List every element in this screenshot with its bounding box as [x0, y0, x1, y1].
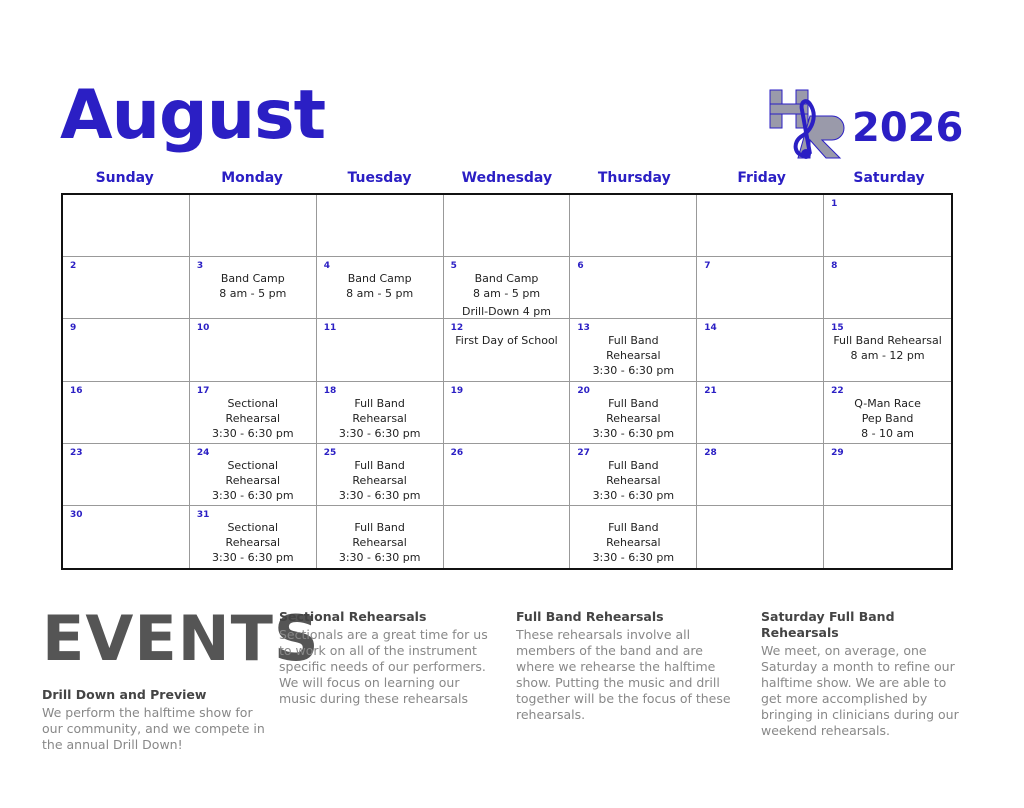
- event-line: 3:30 - 6:30 pm: [211, 550, 294, 564]
- calendar-day-cell: [824, 382, 951, 444]
- calendar-day-cell: [63, 382, 190, 444]
- day-number: 18: [323, 385, 337, 396]
- weekday-label: Saturday: [853, 170, 925, 186]
- weekday-label: Monday: [221, 170, 283, 186]
- day-number: 5: [450, 261, 457, 272]
- event-line: 8 - 10 am: [861, 426, 915, 440]
- day-number: 2: [70, 261, 77, 272]
- event-line: 3:30 - 6:30 pm: [592, 364, 675, 378]
- event-line: Rehearsal: [606, 411, 661, 425]
- sectional-section: [279, 609, 494, 707]
- day-number: 4: [323, 261, 330, 272]
- calendar-day-cell: [317, 506, 444, 568]
- sectional-body: Sectionals are a great time for us to work on all of the instrument specific needs of our performers. We will focus on learning our music during these rehearsals: [279, 627, 488, 706]
- day-event: [570, 396, 696, 441]
- drill-down-body: We perform the halftime show for our community, and we compete in the annual Drill Down!: [42, 705, 265, 752]
- band-logo: [766, 86, 856, 160]
- event-line: Rehearsal: [225, 473, 280, 487]
- saturday-section: [761, 609, 966, 739]
- event-line: 3:30 - 6:30 pm: [211, 426, 294, 440]
- day-event: [317, 520, 443, 565]
- day-number: 6: [577, 261, 584, 272]
- calendar-day-cell: [824, 444, 951, 506]
- event-line: Rehearsal: [606, 349, 661, 363]
- calendar-day-cell: [570, 382, 697, 444]
- day-number: 8: [831, 261, 838, 272]
- day-number: 14: [704, 323, 717, 334]
- day-event: [570, 333, 696, 378]
- saturday-heading: Saturday Full Band Rehearsals: [761, 609, 895, 640]
- event-line: 8 am - 5 pm: [346, 287, 414, 301]
- sectional-heading: Sectional Rehearsals: [279, 609, 427, 624]
- event-line: Full Band: [608, 520, 659, 534]
- calendar-day-cell: [697, 319, 824, 381]
- event-line: Full Band: [608, 334, 659, 348]
- day-number: 12: [450, 323, 464, 334]
- day-number: 3: [196, 261, 204, 272]
- day-event: [444, 333, 570, 348]
- weekday-label: Wednesday: [461, 170, 553, 186]
- month-title: August: [60, 76, 326, 155]
- day-number: 17: [196, 385, 210, 396]
- event-line: 8 am - 12 pm: [850, 349, 925, 363]
- event-line: First Day of School: [455, 334, 558, 348]
- event-line: Rehearsal: [352, 473, 407, 487]
- day-number: 21: [704, 385, 717, 396]
- calendar-day-cell: [570, 506, 697, 568]
- day-number: 9: [70, 323, 77, 334]
- calendar-day-cell: [317, 382, 444, 444]
- calendar-grid: [61, 193, 953, 570]
- event-line: 3:30 - 6:30 pm: [592, 488, 675, 502]
- calendar-day-cell: [317, 195, 444, 257]
- event-line: 8 am - 5 pm: [219, 287, 287, 301]
- calendar-day-cell: [570, 257, 697, 319]
- calendar-day-cell: [824, 319, 951, 381]
- day-event: [317, 271, 443, 301]
- day-event: [824, 333, 951, 363]
- calendar-day-cell: [697, 257, 824, 319]
- event-line: Rehearsal: [225, 411, 280, 425]
- calendar-day-cell: [444, 195, 571, 257]
- calendar-day-cell: [317, 319, 444, 381]
- event-line: Rehearsal: [606, 473, 661, 487]
- day-event: [570, 520, 696, 565]
- calendar-day-cell: [444, 506, 571, 568]
- saturday-body: We meet, on average, one Saturday a month to refine our halftime show. We are able to get more accomplished by bringing in clinicians during our weekend rehearsals.: [761, 643, 959, 738]
- calendar-day-cell: [824, 195, 951, 257]
- event-line: Band Camp: [220, 272, 285, 286]
- calendar-day-cell: [444, 444, 571, 506]
- weekday-label: Sunday: [95, 170, 154, 186]
- day-number: 13: [577, 323, 590, 334]
- calendar-day-cell: [63, 319, 190, 381]
- event-line: Rehearsal: [352, 535, 407, 549]
- day-event: [824, 396, 951, 441]
- day-number: 23: [70, 447, 83, 458]
- day-event: [190, 458, 316, 503]
- event-line: 3:30 - 6:30 pm: [338, 550, 421, 564]
- event-line: Full Band: [354, 396, 405, 410]
- full-band-section: [516, 609, 731, 723]
- calendar-day-cell: [570, 195, 697, 257]
- event-line: Pep Band: [861, 411, 914, 425]
- event-line: Drill-Down 4 pm: [461, 305, 551, 319]
- day-event: [190, 396, 316, 441]
- day-event: [190, 520, 316, 565]
- day-number: 31: [196, 509, 210, 520]
- event-line: Sectional: [227, 396, 279, 410]
- calendar-day-cell: [697, 506, 824, 568]
- day-number: 29: [831, 447, 844, 458]
- event-line: Rehearsal: [606, 535, 661, 549]
- calendar-day-cell: [190, 444, 317, 506]
- day-number: 10: [196, 323, 210, 334]
- calendar-day-cell: [824, 506, 951, 568]
- year-label: 2026: [852, 105, 964, 151]
- day-event: [317, 458, 443, 503]
- day-number: 20: [577, 385, 590, 396]
- day-number: 22: [831, 385, 844, 396]
- event-line: Band Camp: [474, 272, 539, 286]
- calendar-day-cell: [317, 257, 444, 319]
- day-event: [570, 458, 696, 503]
- event-line: Full Band: [608, 396, 659, 410]
- full-band-body: These rehearsals involve all members of the band and are where we rehearse the halftime show. Putting the music and drill together will be the focus of these rehearsals.: [516, 627, 731, 722]
- calendar-day-cell: [63, 195, 190, 257]
- calendar-day-cell: [570, 444, 697, 506]
- calendar-day-cell: [697, 382, 824, 444]
- calendar-day-cell: [190, 319, 317, 381]
- event-line: 3:30 - 6:30 pm: [338, 426, 421, 440]
- event-line: Sectional: [227, 458, 279, 472]
- calendar-day-cell: [190, 257, 317, 319]
- calendar-day-cell: [190, 382, 317, 444]
- day-number: 1: [831, 199, 838, 209]
- weekday-label: Thursday: [597, 170, 671, 186]
- calendar-day-cell: [444, 382, 571, 444]
- calendar-day-cell: [697, 195, 824, 257]
- calendar-day-cell: [190, 195, 317, 257]
- day-number: 24: [196, 447, 210, 458]
- drill-down-heading: Drill Down and Preview: [42, 687, 207, 702]
- event-line: Sectional: [227, 520, 279, 534]
- calendar-day-cell: [570, 319, 697, 381]
- event-line: Rehearsal: [225, 535, 280, 549]
- day-number: 11: [323, 323, 337, 334]
- event-line: 3:30 - 6:30 pm: [592, 426, 675, 440]
- calendar-day-cell: [63, 257, 190, 319]
- event-line: 3:30 - 6:30 pm: [592, 550, 675, 564]
- calendar-day-cell: [190, 506, 317, 568]
- day-number: 28: [704, 447, 717, 458]
- events-heading: EVENTS: [42, 602, 320, 675]
- event-line: 3:30 - 6:30 pm: [338, 488, 421, 502]
- calendar-day-cell: [63, 506, 190, 568]
- event-line: 3:30 - 6:30 pm: [211, 488, 294, 502]
- day-event: [444, 271, 570, 319]
- event-line: Rehearsal: [352, 411, 407, 425]
- event-line: Full Band: [354, 520, 405, 534]
- event-line: Band Camp: [347, 272, 412, 286]
- calendar-day-cell: [317, 444, 444, 506]
- day-number: 27: [577, 447, 590, 458]
- calendar-day-cell: [444, 319, 571, 381]
- weekday-header: [61, 170, 953, 186]
- day-number: 30: [70, 509, 83, 520]
- day-number: 26: [450, 447, 464, 458]
- event-line: Full Band Rehearsal: [833, 334, 942, 348]
- calendar-day-cell: [697, 444, 824, 506]
- calendar-day-cell: [63, 444, 190, 506]
- weekday-label: Friday: [737, 170, 786, 186]
- day-event: [317, 396, 443, 441]
- day-number: 16: [70, 385, 83, 396]
- day-event: [190, 271, 316, 301]
- calendar-day-cell: [824, 257, 951, 319]
- calendar-day-cell: [444, 257, 571, 319]
- event-line: Full Band: [354, 458, 405, 472]
- event-line: Full Band: [608, 458, 659, 472]
- event-line: Q-Man Race: [854, 396, 921, 410]
- day-number: 15: [831, 323, 844, 334]
- day-number: 19: [450, 385, 464, 396]
- drill-down-section: [42, 687, 270, 753]
- event-line: 8 am - 5 pm: [472, 287, 541, 301]
- full-band-heading: Full Band Rehearsals: [516, 609, 664, 624]
- weekday-label: Tuesday: [347, 170, 412, 186]
- day-number: 7: [704, 261, 711, 272]
- day-number: 25: [323, 447, 337, 458]
